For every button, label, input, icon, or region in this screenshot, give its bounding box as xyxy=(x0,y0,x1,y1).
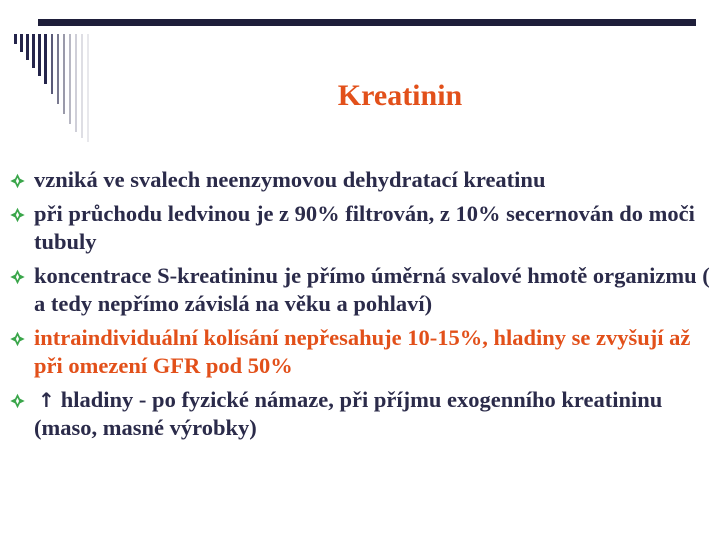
bullet-diamond-icon xyxy=(9,173,26,189)
slide-title: Kreatinin xyxy=(337,79,463,112)
bullet-diamond-icon xyxy=(9,269,26,285)
bullet-list xyxy=(0,166,720,448)
bullet-diamond-icon xyxy=(9,393,26,409)
bullet-text: při průchodu ledvinou je z 90% filtrován, z 10% secernován do moči tubuly xyxy=(34,200,695,254)
bullet-text: koncentrace S-kreatininu je přímo úměrná svalové hmotě organizmu ( a tedy nepřímo závislá na věku a pohlaví) xyxy=(34,262,710,316)
bullet-item xyxy=(0,166,720,195)
bullet-item xyxy=(0,200,720,257)
bullet-diamond-icon xyxy=(9,331,26,347)
top-rule-decoration xyxy=(38,19,696,26)
bullet-text: vzniká ve svalech neenzymovou dehydratací kreatinu xyxy=(34,167,546,192)
up-arrow-icon: ↑ xyxy=(38,387,55,412)
bullet-item xyxy=(0,386,720,443)
bullet-text: intraindividuální kolísání nepřesahuje 10-15%, hladiny se zvyšují až při omezení GFR pod 50% xyxy=(34,324,691,378)
bullet-text: hladiny - po fyzické námaze, při příjmu exogenního kreatininu (maso, masné výrobky) xyxy=(34,386,663,440)
bullet-item xyxy=(0,262,720,319)
bullet-diamond-icon xyxy=(9,207,26,223)
bullet-item-highlighted xyxy=(0,324,720,381)
